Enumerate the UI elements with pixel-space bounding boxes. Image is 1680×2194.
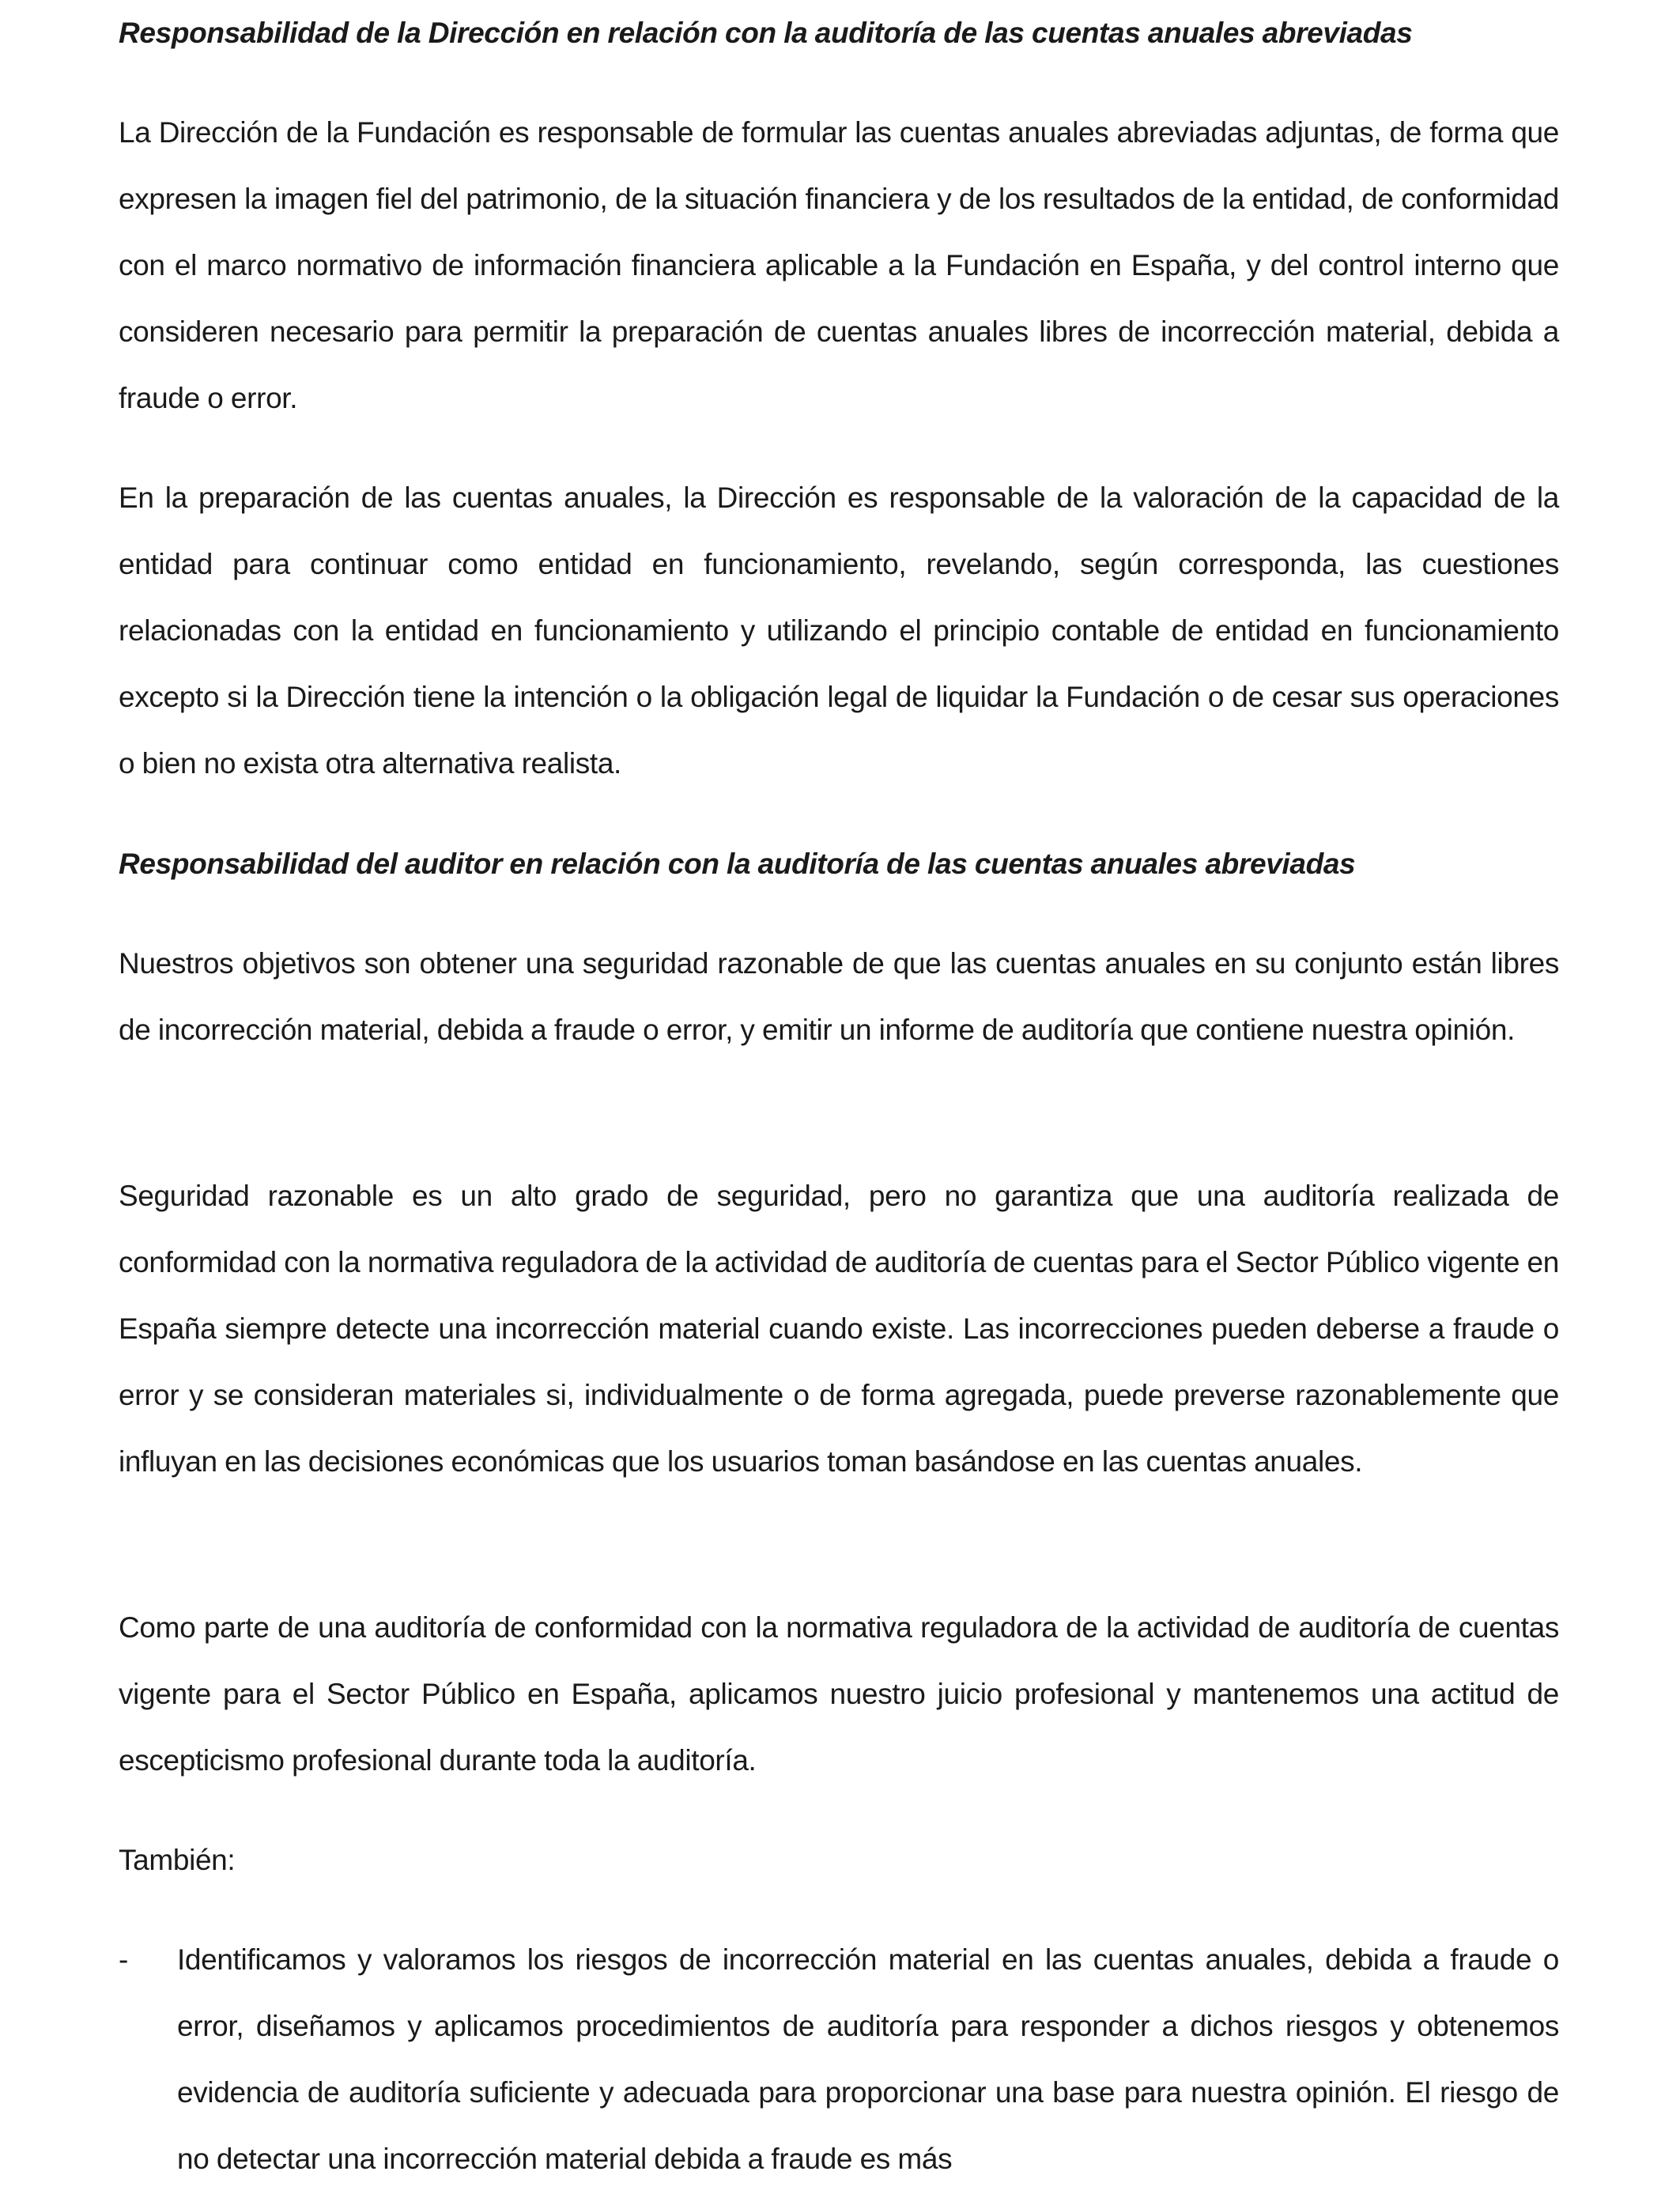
paragraph-also: También: xyxy=(119,1844,236,1876)
paragraph-going-concern: En la preparación de las cuentas anuales, la Dirección es responsable de la valoración de la capacidad de la entidad para continuar como entidad en funcionamiento, revelando, según corresponda, las cuestiones relacionadas con la entidad en funcionamiento y utilizando el principio contable de entidad en funcionamiento excepto si la Dirección tiene la intención o la obligación legal de liquidar la Fundación o de cesar sus operaciones o bien no exista otra alternativa realista. xyxy=(119,481,1559,780)
paragraph-reasonable-assurance: Seguridad razonable es un alto grado de seguridad, pero no garantiza que una auditoría realizada de conformidad con la normativa reguladora de la actividad de auditoría de cuentas para el Sector Público vigente en España siempre detecte una incorrección material cuando existe. Las incorrecciones pueden deberse a fraude o error y se consideran materiales si, individualmente o de forma agregada, puede preverse razonablemente que influyan en las decisiones económicas que los usuarios toman basándose en las cuentas anuales. xyxy=(119,1180,1559,1478)
paragraph-management-responsibility: La Dirección de la Fundación es responsable de formular las cuentas anuales abreviadas adjuntas, de forma que expresen la imagen fiel del patrimonio, de la situación financiera y de los resultados de la entidad, de conformidad con el marco normativo de información financiera aplicable a la Fundación en España, y del control interno que consideren necesario para permitir la preparación de cuentas anuales libres de incorrección material, debida a fraude o error. xyxy=(119,116,1559,414)
section-heading-auditor-responsibility: Responsabilidad del auditor en relación con la auditoría de las cuentas anuales abreviadas xyxy=(119,848,1356,880)
paragraph-professional-judgement: Como parte de una auditoría de conformidad con la normativa reguladora de la actividad de auditoría de cuentas vigente para el Sector Público en España, aplicamos nuestro juicio profesional y mantenemos una actitud de escepticismo profesional durante toda la auditoría. xyxy=(119,1611,1559,1777)
paragraph-audit-objectives: Nuestros objetivos son obtener una seguridad razonable de que las cuentas anuales en su conjunto están libres de incorrección material, debida a fraude o error, y emitir un informe de auditoría que contiene nuestra opinión. xyxy=(119,947,1559,1046)
list-bullet-marker: - xyxy=(119,1943,128,1976)
list-item-text: Identificamos y valoramos los riesgos de incorrección material en las cuentas anuales, debida a fraude o error, diseñamos y aplicamos procedimientos de auditoría para responder a dichos riesgos y obtenemos evidencia de auditoría suficiente y adecuada para proporcionar una base para nuestra opinión. El riesgo de no detectar una incorrección material debida a fraude es más xyxy=(177,1943,1559,2175)
section-heading-management-responsibility: Responsabilidad de la Dirección en relación con la auditoría de las cuentas anuales abreviadas xyxy=(119,17,1413,49)
